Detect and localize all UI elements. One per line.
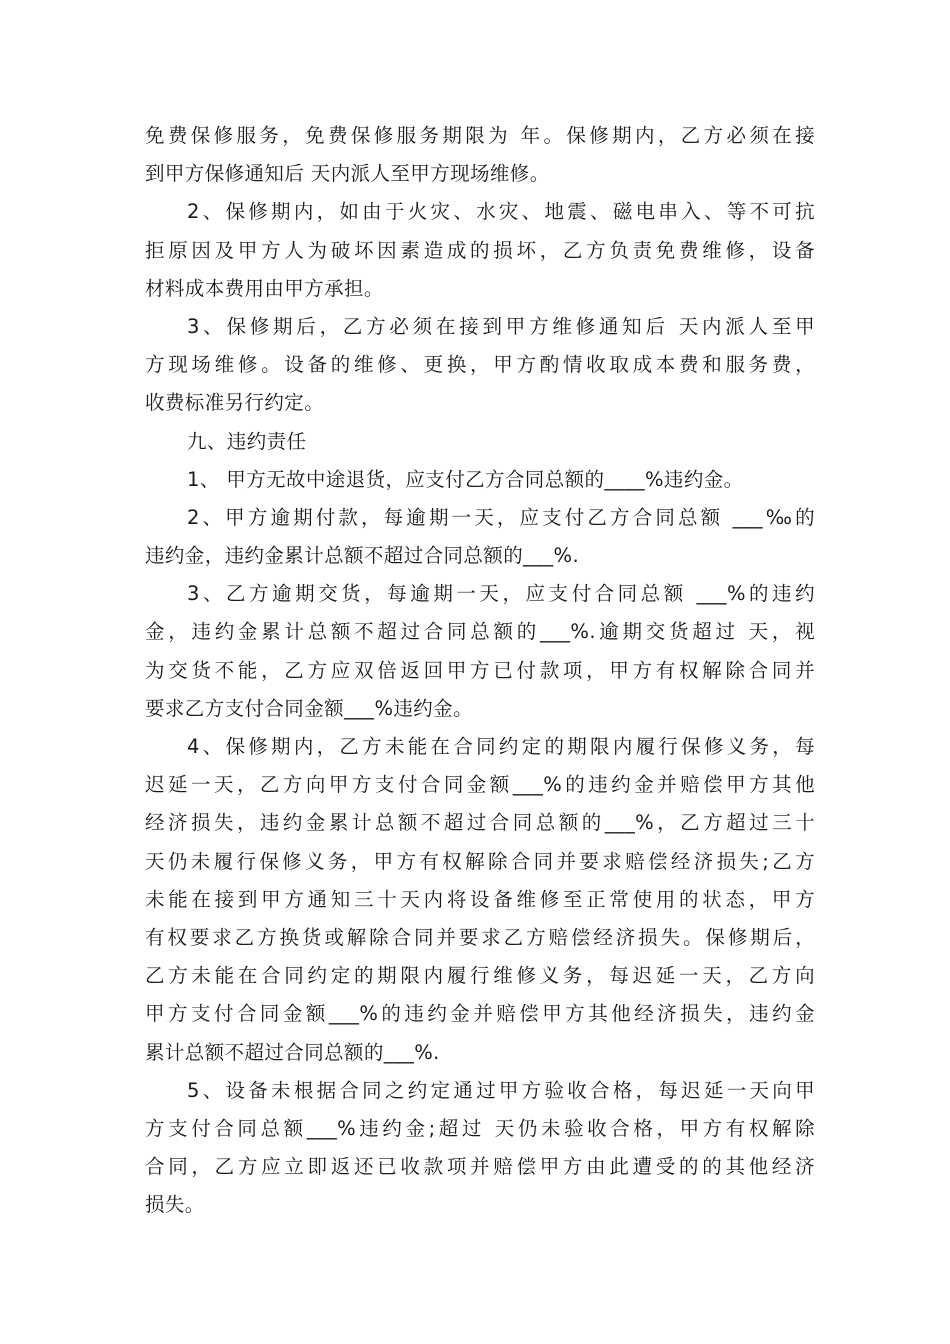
text-line: 违约金，违约金累计总额不超过合同总额的___%. xyxy=(145,544,580,568)
text-line: 材料成本费用由甲方承担。 xyxy=(145,276,384,300)
text-line: 方现场维修。设备的维修、更换，甲方酌情收取成本费和服务费， xyxy=(145,353,815,377)
text-line: 1、 甲方无故中途退货，应支付乙方合同总额的____%违约金。 xyxy=(187,467,744,491)
text-line: 免费保修服务，免费保修服务期限为 年。保修期内，乙方必须在接 xyxy=(145,124,815,147)
text-line: 损失。 xyxy=(145,1193,205,1217)
text-line: 迟延一天，乙方向甲方支付合同金额___%的违约金并赔偿甲方其他 xyxy=(145,773,815,797)
text-line: 合同，乙方应立即返还已收款项并赔偿甲方由此遭受的的其他经济 xyxy=(145,1155,815,1179)
text-line: 拒原因及甲方人为破坏因素造成的损坏，乙方负责免费维修，设备 xyxy=(145,238,815,262)
text-line: 有权要求乙方换货或解除合同并要求乙方赔偿经济损失。保修期后， xyxy=(145,925,815,949)
text-line: 未能在接到甲方通知三十天内将设备维修至正常使用的状态，甲方 xyxy=(145,887,815,911)
text-line: 九、违约责任 xyxy=(187,429,307,453)
text-line: 到甲方保修通知后 天内派人至甲方现场维修。 xyxy=(145,162,550,186)
document-body xyxy=(145,117,815,1224)
text-line: 收费标准另行约定。 xyxy=(145,391,325,415)
text-line: 要求乙方支付合同金额___%违约金。 xyxy=(145,696,473,720)
text-line: 3、保修期后，乙方必须在接到甲方维修通知后 天内派人至甲 xyxy=(187,314,815,338)
text-line: 2、甲方逾期付款，每逾期一天，应支付乙方合同总额 ___‰的 xyxy=(187,505,815,529)
text-line: 3、乙方逾期交货，每逾期一天，应支付合同总额 ___%的违约 xyxy=(187,582,815,606)
text-line: 经济损失，违约金累计总额不超过合同总额的___%，乙方超过三十 xyxy=(145,811,815,835)
text-line: 为交货不能，乙方应双倍返回甲方已付款项，甲方有权解除合同并 xyxy=(145,658,815,682)
text-line: 4、保修期内，乙方未能在合同约定的期限内履行保修义务，每 xyxy=(187,735,815,758)
text-line: 乙方未能在合同约定的期限内履行维修义务，每迟延一天，乙方向 xyxy=(145,964,815,988)
text-line: 方支付合同总额___%违约金;超过 天仍未验收合格，甲方有权解除 xyxy=(145,1116,815,1140)
text-line: 累计总额不超过合同总额的___%. xyxy=(145,1040,440,1064)
text-line: 5、设备未根据合同之约定通过甲方验收合格，每迟延一天向甲 xyxy=(187,1078,815,1102)
text-line: 天仍未履行保修义务，甲方有权解除合同并要求赔偿经济损失;乙方 xyxy=(145,849,815,873)
text-line: 甲方支付合同金额___%的违约金并赔偿甲方其他经济损失，违约金 xyxy=(145,1002,815,1026)
text-line: 金，违约金累计总额不超过合同总额的___%.逾期交货超过 天，视 xyxy=(145,620,815,644)
text-line: 2、保修期内，如由于火灾、水灾、地震、磁电串入、等不可抗 xyxy=(187,200,815,224)
